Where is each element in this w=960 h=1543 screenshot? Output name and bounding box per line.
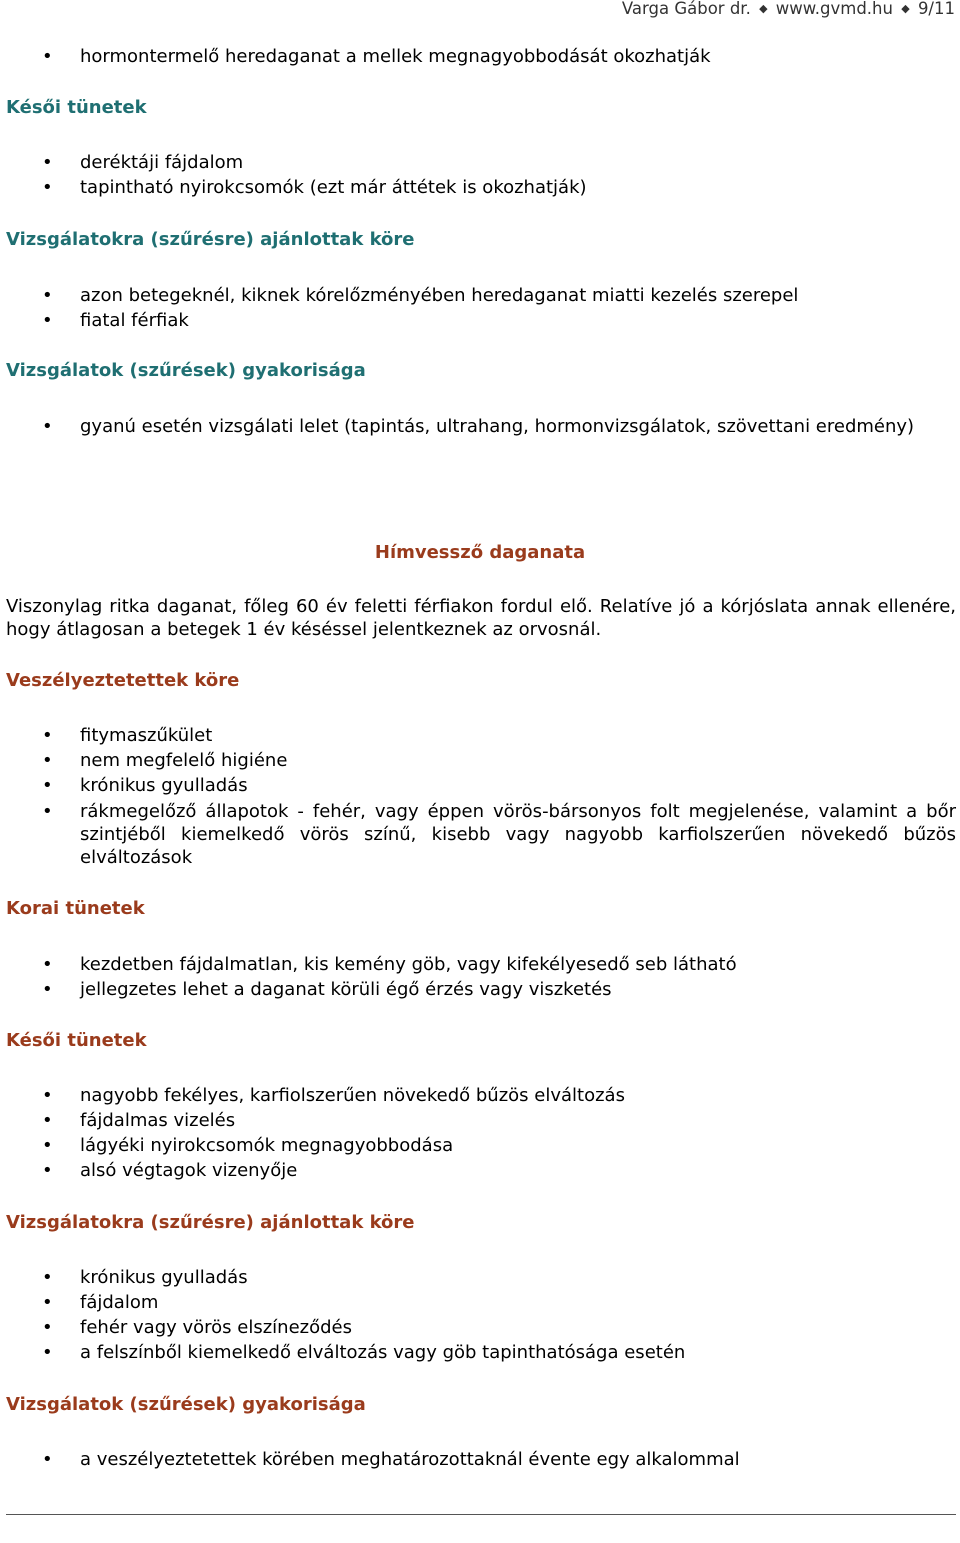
- section-heading-late-symptoms: Késői tünetek: [6, 1030, 147, 1051]
- section-heading-screening-group: Vizsgálatokra (szűrésre) ajánlottak köre: [6, 1212, 415, 1233]
- list-item: • fehér vagy vörös elszíneződés: [80, 1316, 956, 1339]
- list-item: • fájdalom: [80, 1291, 956, 1314]
- intro-paragraph: Viszonylag ritka daganat, főleg 60 év feletti férfiakon fordul elő. Relatíve jó a kórjóslata annak ellenére, hogy átlagosan a betegek 1 év késéssel jelentkeznek az orvosnál.: [6, 596, 956, 640]
- list-item: • krónikus gyulladás: [80, 774, 956, 797]
- list-item: • hormontermelő heredaganat a mellek megnagyobbodását okozhatják: [80, 45, 956, 68]
- list-item: • nagyobb fekélyes, karfiolszerűen növekedő bűzös elváltozás: [80, 1084, 956, 1107]
- section-heading-screening-frequency: Vizsgálatok (szűrések) gyakorisága: [6, 360, 366, 381]
- list-item: • alsó végtagok vizenyője: [80, 1159, 956, 1182]
- section-title: Hímvessző daganata: [374, 542, 586, 563]
- list-item: • jellegzetes lehet a daganat körüli égő érzés vagy viszketés: [80, 978, 956, 1001]
- list-item: • a felszínből kiemelkedő elváltozás vagy göb tapinthatósága esetén: [80, 1341, 956, 1364]
- list-item: • krónikus gyulladás: [80, 1266, 956, 1289]
- section-heading-late-symptoms: Késői tünetek: [6, 97, 147, 118]
- section-heading-risk-group: Veszélyeztetettek köre: [6, 670, 240, 691]
- page-header: [622, 0, 955, 18]
- list-item: • fiatal férfiak: [80, 309, 956, 332]
- list-item: • azon betegeknél, kiknek kórelőzményében heredaganat miatti kezelés szerepel: [80, 284, 956, 307]
- list-item: • fájdalmas vizelés: [80, 1109, 956, 1132]
- section-heading-early-symptoms: Korai tünetek: [6, 898, 145, 919]
- list-item: • tapintható nyirokcsomók (ezt már áttétek is okozhatják): [80, 176, 956, 199]
- list-item: • rákmegelőző állapotok - fehér, vagy éppen vörös-bársonyos folt megjelenése, valamint a bőr szintjéből kiemelkedő vörös színű, kisebb vagy nagyobb karfiolszerűen növekedő bűzös elváltozások: [80, 800, 956, 869]
- header-author: Varga Gábor dr.: [621, 0, 751, 18]
- section-heading-screening-frequency: Vizsgálatok (szűrések) gyakorisága: [6, 1394, 366, 1415]
- list-item: • nem megfelelő higiéne: [80, 749, 956, 772]
- header-site: www.gvmd.hu: [775, 0, 893, 18]
- list-item: • deréktáji fájdalom: [80, 151, 956, 174]
- diamond-icon: ◆: [901, 2, 910, 15]
- list-item: • lágyéki nyirokcsomók megnagyobbodása: [80, 1134, 956, 1157]
- diamond-icon: ◆: [759, 2, 768, 15]
- list-item: • a veszélyeztetettek körében meghatározottaknál évente egy alkalommal: [80, 1448, 956, 1471]
- list-item: • gyanú esetén vizsgálati lelet (tapintás, ultrahang, hormonvizsgálatok, szövettani eredmény): [80, 415, 956, 438]
- list-item: • fitymaszűkület: [80, 724, 956, 747]
- section-heading-screening-group: Vizsgálatokra (szűrésre) ajánlottak köre: [6, 229, 415, 250]
- list-item: • kezdetben fájdalmatlan, kis kemény göb, vagy kifekélyesedő seb látható: [80, 953, 956, 976]
- footer-divider: [6, 1514, 956, 1515]
- header-page-number: 9/11: [917, 0, 955, 18]
